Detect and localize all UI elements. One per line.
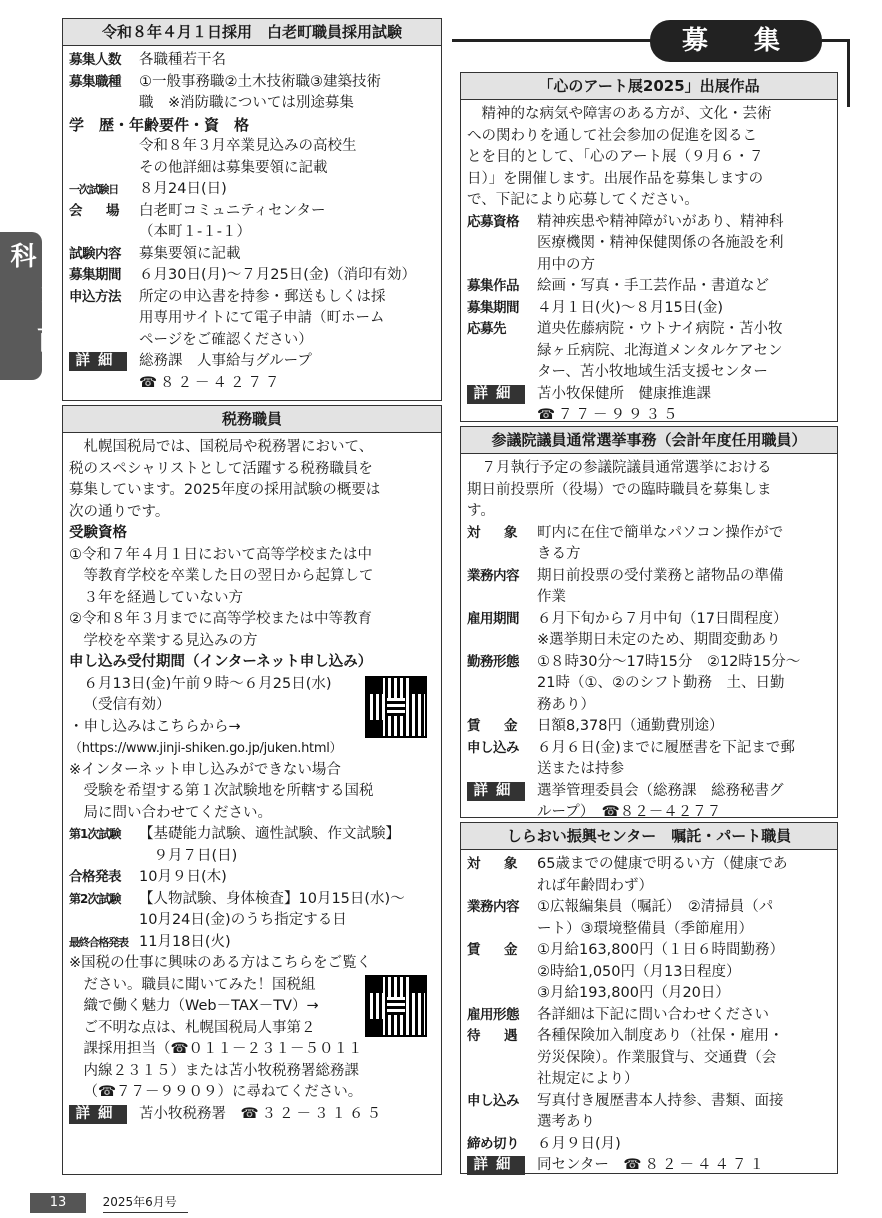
field-label: 申し込み <box>467 739 519 756</box>
detail-tag: 詳細 <box>467 385 525 404</box>
field-label: 募集作品 <box>467 278 519 294</box>
field-label: 応募先 <box>467 321 506 337</box>
qualification-item: ①令和７年４月１日において高等学校または中 等教育学校を卒業した日の翌日から起算して ３年を経過していない方 <box>69 546 374 606</box>
box-title: 参議院議員通常選挙事務（会計年度任用職員） <box>461 427 837 454</box>
field-value: 道央佐藤病院・ウトナイ病院・苫小牧 緑ヶ丘病院、北海道メンタルケアセン ター、苫小牧地域生活支援センター <box>537 321 783 380</box>
intro-text: 札幌国税局では、国税局や税務署において、 税のスペシャリストとして活躍する税務職員を 募集しています。2025年度の採用試験の概要は 次の通りです。 <box>69 439 381 520</box>
field-label: 雇用形態 <box>467 1006 519 1023</box>
box-title: しらおい振興センター 嘱託・パート職員 <box>461 823 837 850</box>
field-value: ①月給163,800円（１日６時間勤務） ②時給1,050円（月13日程度） ③月給193,800円（月20日） <box>537 942 784 1001</box>
box-title: 「心のアート展2025」出展作品 <box>461 73 837 100</box>
section-header-label: 募 集 <box>681 26 790 56</box>
detail-tag: 詳細 <box>69 1105 127 1124</box>
intro-text: ７月執行予定の参議院議員通常選挙における 期日前投票所（役場）での臨時職員を募集しま す。 <box>467 460 772 519</box>
edu-text: 令和８年３月卒業見込みの高校生 その他詳細は募集要領に記載 <box>139 138 357 176</box>
field-value: ８月24日(日) <box>139 181 227 197</box>
detail-contact: 同センター ☎８２－４４７１ <box>537 1157 767 1173</box>
box-town-staff-exam <box>62 18 442 401</box>
detail-contact: 選挙管理委員会（総務課 総務秘書グ ループ） ☎８２－４２７７ <box>537 782 784 820</box>
apply-heading: 申し込み受付期間（インターネット申し込み） <box>69 654 373 670</box>
field-value: 募集要領に記載 <box>139 245 241 262</box>
field-label: 賃 金 <box>467 942 523 958</box>
field-label: 対 象 <box>467 856 523 872</box>
side-tab-label: くらし百科 <box>6 242 62 354</box>
field-label: 募集人数 <box>69 52 121 68</box>
section-header <box>650 20 822 62</box>
field-label: 募集職種 <box>69 73 121 90</box>
field-label: 締め切り <box>467 1135 519 1152</box>
apply-section: ６月13日(金)午前９時～６月25日(水) （受信有効） ・申し込みはこちらから→ （https://www.jinji-shiken.go.jp/juken.html） <box>69 674 435 760</box>
field-value: 所定の申込書を持参・郵送もしくは採 用専用サイトにて電子申請（町ホーム ページをご確認ください） <box>139 288 386 348</box>
field-value: ①８時30分～17時15分 ②12時15分～ 21時（①、②のシフト勤務 土、日勤 務あり） <box>537 653 801 713</box>
field-value: 【基礎能力試験、適性試験、作文試験】 ９月７日(日) <box>139 826 400 864</box>
field-label: 第2次試験 <box>69 891 121 906</box>
issue-label: 2025年6月号 <box>103 1192 188 1213</box>
box-title: 令和８年４月１日採用 白老町職員採用試験 <box>63 19 441 46</box>
field-value: 各職種若干名 <box>139 52 226 68</box>
field-label: 応募資格 <box>467 213 519 230</box>
field-label: 業務内容 <box>467 899 519 915</box>
phone-number: ☎８２－４４７１ <box>623 1157 767 1173</box>
qualification-item: ②令和８年３月までに高等学校または中等教育 学校を卒業する見込みの方 <box>69 611 372 649</box>
intro-text: 精神的な病気や障害のある方が、文化・芸術 への関わりを通して社会参加の促進を図るこ とを目的として、「心のアート展（９月６・７ 日）」を開催します。出展作品を募集しますの で、下記により応募してください。 <box>467 106 772 208</box>
field-label: 申込方法 <box>69 288 121 305</box>
field-label: 勤務形態 <box>467 653 519 670</box>
edu-heading: 学 歴・年齢要件・資 格 <box>69 115 250 134</box>
box-election-staff <box>460 426 838 818</box>
field-value: ①一般事務職②土木技術職③建築技術 職 ※消防職については別途募集 <box>139 73 381 111</box>
box-shiraoi-center <box>460 822 838 1174</box>
note-text: ※インターネット申し込みができない場合 受験を希望する第１次試験地を所轄する国税 局に問い合わせてください。 <box>69 761 374 821</box>
page-number: 13 <box>30 1193 86 1213</box>
field-value: 白老町コミュニティセンター （本町１-１-１） <box>139 202 326 240</box>
field-label: 雇用期間 <box>467 610 519 627</box>
qr-code-icon[interactable] <box>365 975 427 1037</box>
field-value: ６月９日(月) <box>537 1135 621 1152</box>
detail-contact: 苫小牧税務署 ☎３２－３１６５ <box>139 1105 385 1122</box>
field-value: ６月30日(月)～７月25日(金)（消印有効） <box>139 267 417 283</box>
field-label: 対 象 <box>467 524 523 541</box>
section-header-line <box>452 39 652 42</box>
phone-number: ☎８２－４２７７ <box>139 374 283 391</box>
qr-code-icon[interactable] <box>365 676 427 738</box>
field-value: 【人物試験、身体検査】10月15日(水)～ 10月24日(金)のうち指定する日 <box>139 890 405 928</box>
field-label: 最終合格発表 <box>69 935 128 949</box>
field-label: 待 遇 <box>467 1028 523 1044</box>
detail-tag: 詳細 <box>69 352 127 371</box>
field-value: 期日前投票の受付業務と諸物品の準備 作業 <box>537 567 784 605</box>
field-value: ①広報編集員（嘱託） ②清掃員（パ ート）③環境整備員（季節雇用） <box>537 899 774 937</box>
field-label: 第1次試験 <box>69 827 121 841</box>
detail-tag: 詳細 <box>467 1156 525 1175</box>
qualification-heading: 受験資格 <box>69 525 127 541</box>
box-title: 税務職員 <box>63 406 441 433</box>
field-value: 日額8,378円（通勤費別途） <box>537 718 724 734</box>
field-label: 募集期間 <box>69 267 121 283</box>
phone-number: ☎７７－９９３５ <box>537 407 681 423</box>
field-value: 写真付き履歴書本人持参、書類、面接 選考あり <box>537 1092 784 1130</box>
field-label: 会 場 <box>69 202 125 219</box>
field-label: 業務内容 <box>467 567 519 584</box>
closing-section: ※国税の仕事に興味のある方はこちらをご覧く ださい。職員に聞いてみた！国税組 織で働く魅力（Web－TAX－TV）→ ご不明な点は、札幌国税局人事第２ 課採用担当（☎０１１－２３１－５０１１ 内線２３１５）または苫小牧税務署総務課 （☎７７－９９０９）に尋ねてください。 <box>69 953 435 1104</box>
field-value: 65歳までの健康で明るい方（健康であ れば年齢問わず） <box>537 856 788 894</box>
field-label: 賃 金 <box>467 718 523 734</box>
phone-number: ☎３２－３１６５ <box>240 1105 385 1122</box>
field-value: 町内に在住で簡単なパソコン操作がで きる方 <box>537 524 784 562</box>
field-value: 11月18日(火) <box>139 933 231 950</box>
field-value: 10月９日(木) <box>139 869 227 885</box>
field-value: ４月１日(火)～８月15日(金) <box>537 299 724 316</box>
box-tax-staff <box>62 405 442 1175</box>
detail-contact: 苫小牧保健所 健康推進課 ☎７７－９９３５ <box>537 385 711 423</box>
field-label: 合格発表 <box>69 869 121 885</box>
field-label: 募集期間 <box>467 299 519 316</box>
field-value: 各詳細は下記に問い合わせください <box>537 1006 769 1023</box>
field-label: 試験内容 <box>69 245 121 262</box>
apply-url[interactable]: （https://www.jinji-shiken.go.jp/juken.html） <box>69 741 343 756</box>
detail-contact: 総務課 人事給与グループ ☎８２－４２７７ <box>139 353 312 391</box>
field-value: 精神疾患や精神障がいがあり、精神科 医療機関・精神保健関係の各施設を利 用中の方 <box>537 213 784 273</box>
field-value: ６月６日(金)までに履歴書を下記まで郵 送または持参 <box>537 739 795 777</box>
field-value: ６月下旬から７月中旬（17日間程度） ※選挙期日未定のため、期間変動あり <box>537 610 788 648</box>
box-art-exhibition <box>460 72 838 422</box>
field-value: 各種保険加入制度あり（社保・雇用・ 労災保険）。作業服貸与、交通費（会 社規定により） <box>537 1028 784 1087</box>
field-label: 申し込み <box>467 1092 519 1109</box>
detail-tag: 詳細 <box>467 782 525 801</box>
field-value: 絵画・写真・手工芸作品・書道など <box>537 278 769 294</box>
field-label: 一次試験日 <box>69 183 118 196</box>
footer <box>30 1192 188 1212</box>
side-tab <box>0 232 62 380</box>
